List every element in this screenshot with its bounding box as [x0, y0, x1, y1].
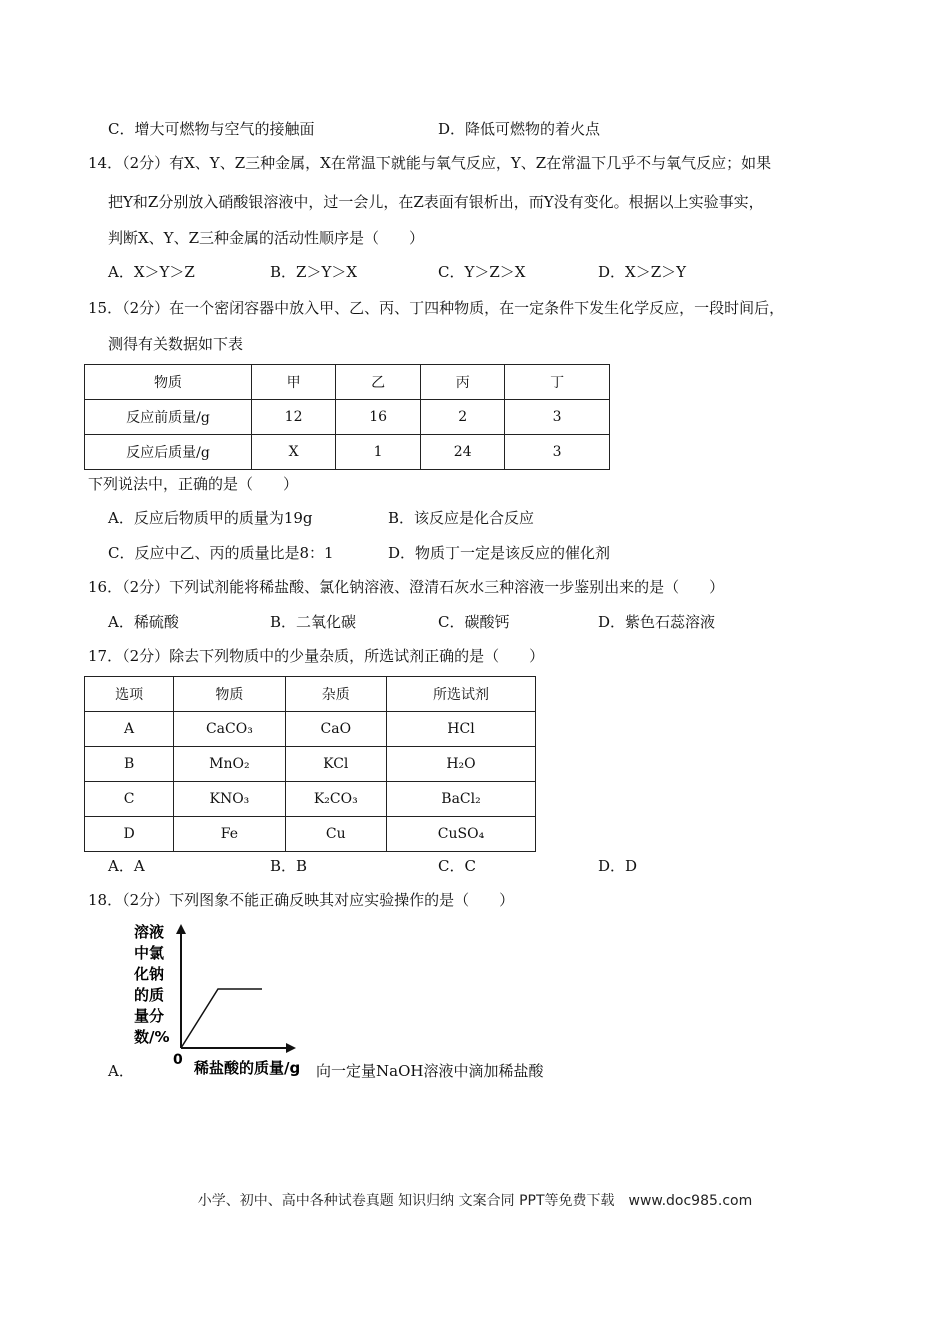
table-cell: 3	[505, 400, 610, 435]
graph-x-axis-arrow	[286, 1043, 296, 1053]
table-cell: KCl	[285, 747, 386, 782]
q15-option-b: B．该反应是化合反应	[388, 509, 535, 527]
q15-option-c: C．反应中乙、丙的质量比是8：1	[108, 544, 334, 562]
table-cell: Cu	[285, 817, 386, 852]
q18-option-a-text: 向一定量NaOH溶液中滴加稀盐酸	[316, 1062, 544, 1080]
graph-y-label-line: 量分	[134, 1007, 165, 1025]
q17-header-cell: 物质	[174, 677, 285, 712]
q16-option-b: B．二氧化碳	[270, 613, 357, 631]
q15-prompt: 下列说法中，正确的是（ ）	[88, 475, 299, 493]
table-cell: D	[85, 817, 174, 852]
graph-y-label-line: 中氯	[134, 944, 165, 962]
table-cell: 16	[336, 400, 421, 435]
table-row	[85, 712, 536, 747]
table-row	[85, 400, 610, 435]
table-cell: A	[85, 712, 174, 747]
table-cell: X	[252, 435, 336, 470]
table-cell: 1	[336, 435, 421, 470]
table-cell: 12	[252, 400, 336, 435]
page-footer: 小学、初中、高中各种试卷真题 知识归纳 文案合同 PPT等免费下载 www.doc985.com	[197, 1193, 753, 1209]
table-cell: 反应前质量/g	[85, 400, 252, 435]
graph-y-axis-arrow	[176, 924, 186, 934]
q15-header-cell: 丁	[505, 365, 610, 400]
q14-line-1: 14．（2分）有X、Y、Z三种金属，X在常温下就能与氧气反应，Y、Z在常温下几乎不与氧气反应；如果	[88, 154, 772, 172]
graph-y-label-line: 化钠	[134, 965, 165, 983]
q15-option-a: A．反应后物质甲的质量为19g	[108, 509, 313, 527]
q15-line-1: 15．（2分）在一个密闭容器中放入甲、乙、丙、丁四种物质，在一定条件下发生化学反应，一段时间后，	[88, 299, 785, 317]
q16-option-a: A．稀硫酸	[108, 613, 179, 631]
graph-y-label-line: 数/%	[134, 1028, 170, 1046]
q13-option-d: D．降低可燃物的着火点	[438, 120, 601, 138]
table-cell: CuSO₄	[387, 817, 536, 852]
graph-y-label-line: 溶液	[134, 923, 165, 941]
q18-graph-a	[130, 918, 320, 1080]
table-row	[85, 435, 610, 470]
table-cell: CaCO₃	[174, 712, 285, 747]
q17-table-header-row	[85, 677, 536, 712]
q15-table-header-row	[85, 365, 610, 400]
q16-option-c: C．碳酸钙	[438, 613, 510, 631]
q18-line-1: 18．（2分）下列图象不能正确反映其对应实验操作的是（ ）	[88, 891, 515, 909]
q16-option-d: D．紫色石蕊溶液	[598, 613, 716, 631]
q17-header-cell: 所选试剂	[387, 677, 536, 712]
table-cell: HCl	[387, 712, 536, 747]
q17-option-c: C．C	[438, 857, 476, 875]
graph-curve	[181, 989, 262, 1048]
graph-x-label: 稀盐酸的质量/g	[194, 1059, 301, 1077]
q17-line-1: 17．（2分）除去下列物质中的少量杂质，所选试剂正确的是（ ）	[88, 647, 545, 665]
table-cell: 3	[505, 435, 610, 470]
q14-option-c: C．Y＞Z＞X	[438, 263, 526, 281]
q17-option-a: A．A	[108, 857, 145, 875]
q15-line-2: 测得有关数据如下表	[108, 335, 244, 353]
graph-y-label-line: 的质	[134, 986, 165, 1004]
table-cell: KNO₃	[174, 782, 285, 817]
table-cell: CaO	[285, 712, 386, 747]
q15-header-cell: 甲	[252, 365, 336, 400]
table-row	[85, 747, 536, 782]
q14-option-b: B．Z＞Y＞X	[270, 263, 358, 281]
q15-option-d: D．物质丁一定是该反应的催化剂	[388, 544, 611, 562]
q14-line-3: 判断X、Y、Z三种金属的活动性顺序是（ ）	[108, 229, 425, 247]
table-cell: 2	[421, 400, 505, 435]
table-cell: 24	[421, 435, 505, 470]
table-row	[85, 817, 536, 852]
q13-option-c: C．增大可燃物与空气的接触面	[108, 120, 315, 138]
q17-header-cell: 杂质	[285, 677, 386, 712]
table-cell: K₂CO₃	[285, 782, 386, 817]
q18-option-a-label: A．	[108, 1062, 134, 1080]
q17-table	[84, 676, 536, 852]
q15-table	[84, 364, 610, 470]
table-row	[85, 782, 536, 817]
q15-header-cell: 丙	[421, 365, 505, 400]
table-cell: MnO₂	[174, 747, 285, 782]
q17-option-b: B．B	[270, 857, 308, 875]
q14-option-a: A．X＞Y＞Z	[108, 263, 195, 281]
table-cell: C	[85, 782, 174, 817]
table-cell: Fe	[174, 817, 285, 852]
q15-header-cell: 物质	[85, 365, 252, 400]
q17-option-d: D．D	[598, 857, 638, 875]
q16-line-1: 16．（2分）下列试剂能将稀盐酸、氯化钠溶液、澄清石灰水三种溶液一步鉴别出来的是（ ）	[88, 578, 725, 596]
table-cell: B	[85, 747, 174, 782]
q14-option-d: D．X＞Z＞Y	[598, 263, 687, 281]
q15-header-cell: 乙	[336, 365, 421, 400]
table-cell: 反应后质量/g	[85, 435, 252, 470]
table-cell: H₂O	[387, 747, 536, 782]
q14-line-2: 把Y和Z分别放入硝酸银溶液中，过一会儿，在Z表面有银析出，而Y没有变化。根据以上实验事实，	[108, 193, 764, 211]
q17-header-cell: 选项	[85, 677, 174, 712]
graph-origin-label: 0	[173, 1052, 183, 1068]
table-cell: BaCl₂	[387, 782, 536, 817]
